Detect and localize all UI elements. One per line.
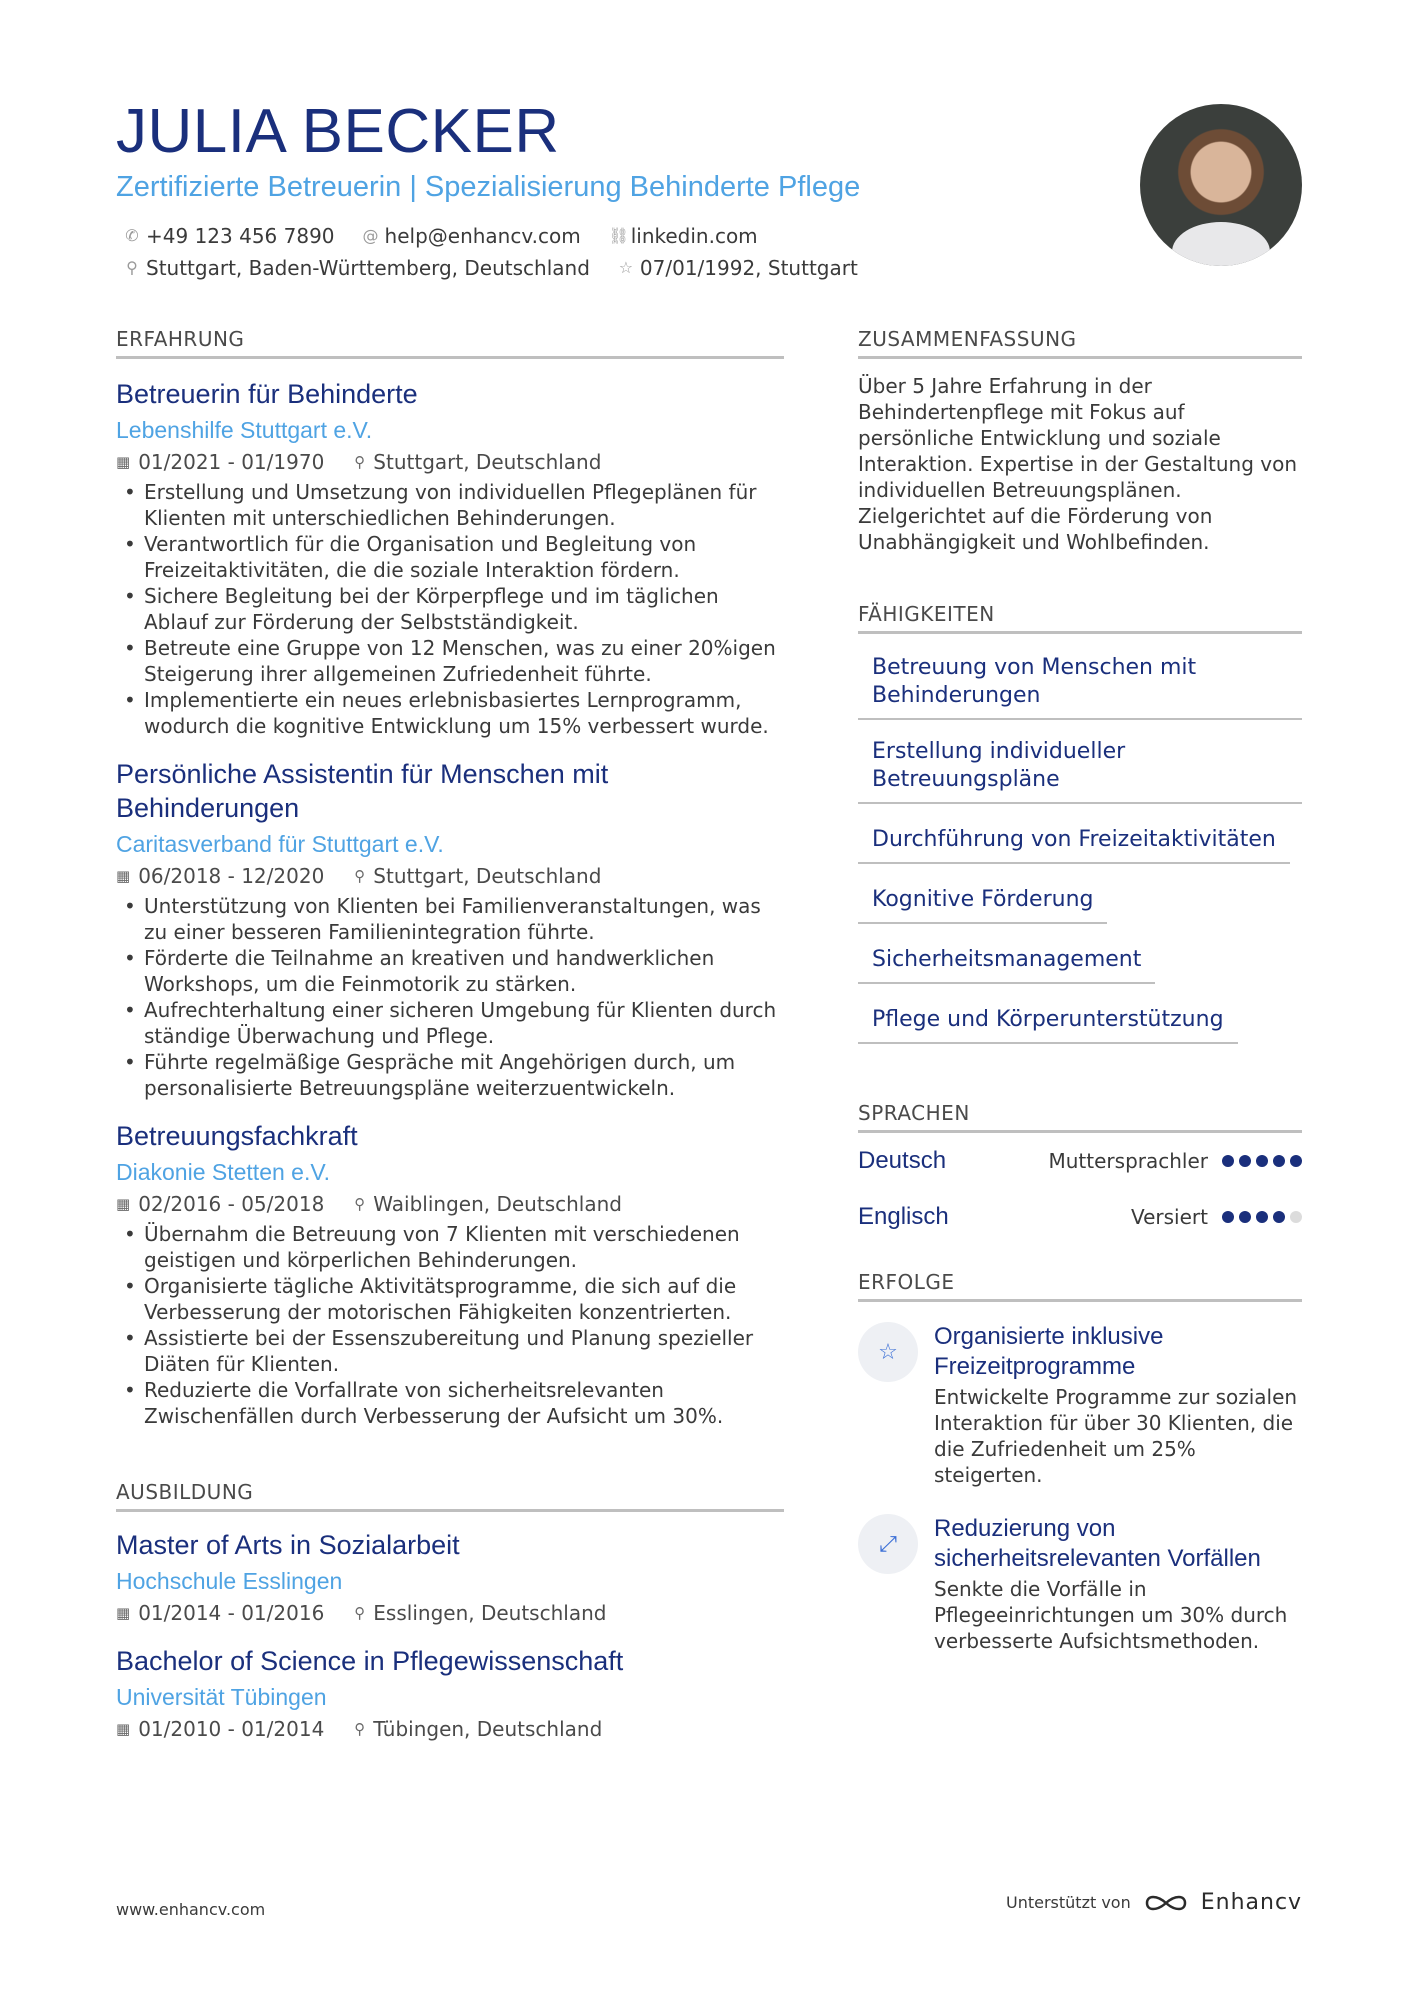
languages-heading: SPRACHEN (858, 1100, 1302, 1133)
chart-icon: ⤢ (858, 1514, 918, 1574)
location-contact (124, 252, 590, 284)
rating-dot-filled (1273, 1155, 1285, 1167)
rating-dot-filled (1222, 1211, 1234, 1223)
experience-entry (116, 757, 784, 1101)
phone-icon: ✆ (125, 226, 139, 245)
summary-heading: ZUSAMMENFASSUNG (858, 326, 1302, 359)
phone-text: +49 123 456 7890 (146, 224, 335, 248)
location-pin-icon: ⚲ (126, 258, 138, 277)
candidate-name: JULIA BECKER (116, 97, 560, 166)
star-outline-icon: ☆ (618, 258, 634, 277)
job-meta (116, 861, 784, 891)
job-location: Stuttgart, Deutschland (373, 864, 602, 888)
location-pin-icon: ⚲ (354, 867, 366, 885)
company-name: Caritasverband für Stuttgart e.V. (116, 831, 444, 857)
bullet-item: • Betreute eine Gruppe von 12 Menschen, was zu einer 20%igen Steigerung ihrer allgemeinen Zufriedenheit führte. (116, 635, 784, 687)
experience-entry (116, 377, 784, 739)
achievement-desc: Senkte die Vorfälle in Pflegeeinrichtungen um 30% durch verbesserte Aufsichtsmethoden. (934, 1577, 1288, 1653)
linkedin-text: linkedin.com (630, 224, 758, 248)
calendar-icon: ▦ (116, 453, 131, 471)
language-row (858, 1189, 1302, 1245)
calendar-icon: ▦ (116, 1720, 131, 1738)
company-name: Diakonie Stetten e.V. (116, 1159, 330, 1185)
company-name: Lebenshilfe Stuttgart e.V. (116, 417, 373, 443)
powered-by-text: Unterstützt von (1006, 1893, 1131, 1912)
job-location: Stuttgart, Deutschland (373, 450, 602, 474)
edu-meta (116, 1714, 784, 1744)
brand-name: Enhancv (1200, 1890, 1303, 1915)
bullet-item: • Erstellung und Umsetzung von individuellen Pflegeplänen für Klienten mit unterschiedlichen Behinderungen. (116, 479, 784, 531)
language-row (858, 1133, 1302, 1189)
skill-tag: Kognitive Förderung (858, 878, 1107, 924)
email-contact[interactable] (363, 220, 581, 252)
link-icon: ⛓ (608, 226, 630, 245)
language-level: Muttersprachler (1048, 1149, 1208, 1173)
bullet-item: • Implementierte ein neues erlebnisbasiertes Lernprogramm, wodurch die kognitive Entwicklung um 15% verbessert wurde. (116, 687, 784, 739)
language-level: Versiert (1130, 1205, 1208, 1229)
bullet-item: • Aufrechterhaltung einer sicheren Umgebung für Klienten durch ständige Überwachung und Pflege. (116, 997, 784, 1049)
language-rating (1222, 1155, 1302, 1167)
skill-tag: Erstellung individueller Betreuungspläne (858, 730, 1302, 804)
rating-dot-empty (1290, 1211, 1302, 1223)
location-pin-icon: ⚲ (354, 1720, 366, 1738)
education-entry (116, 1528, 784, 1628)
job-title: Persönliche Assistentin für Menschen mit Behinderungen (116, 759, 609, 823)
calendar-icon: ▦ (116, 1604, 131, 1622)
skill-tag: Betreuung von Menschen mit Behinderungen (858, 646, 1302, 720)
job-location: Waiblingen, Deutschland (373, 1192, 622, 1216)
bullet-item: • Organisierte tägliche Aktivitätsprogramme, die sich auf die Verbesserung der motorischen Fähigkeiten konzentrierten. (116, 1273, 784, 1325)
job-meta (116, 1189, 784, 1219)
skill-tag: Durchführung von Freizeitaktivitäten (858, 818, 1290, 864)
rating-dot-filled (1239, 1211, 1251, 1223)
skills-list (858, 646, 1302, 1048)
edu-location: Esslingen, Deutschland (373, 1601, 607, 1625)
phone-contact[interactable] (124, 220, 335, 252)
summary-text: Über 5 Jahre Erfahrung in der Behindertenpflege mit Fokus auf persönliche Entwicklung und soziale Interaktion. Expertise in der Gestaltung von individuellen Betreuungsplänen. Zielgerichtet auf die Förderung von Unabhängigkeit und Wohlbefinden. (858, 374, 1298, 554)
achievement-entry (858, 1322, 1302, 1488)
birth-contact (618, 252, 858, 284)
job-title: Betreuerin für Behinderte (116, 379, 418, 409)
location-pin-icon: ⚲ (354, 1195, 366, 1213)
experience-entry (116, 1119, 784, 1429)
candidate-title: Zertifizierte Betreuerin | Spezialisierung Behinderte Pflege (116, 171, 861, 203)
email-text: help@enhancv.com (384, 224, 581, 248)
bullet-item: • Führte regelmäßige Gespräche mit Angehörigen durch, um personalisierte Betreuungspläne weiterzuentwickeln. (116, 1049, 784, 1101)
rating-dot-filled (1239, 1155, 1251, 1167)
bullet-item: • Assistierte bei der Essenszubereitung und Planung spezieller Diäten für Klienten. (116, 1325, 784, 1377)
job-bullets (116, 479, 784, 739)
achievements-heading: ERFOLGE (858, 1269, 1302, 1302)
edu-dates: 01/2014 - 01/2016 (138, 1601, 325, 1625)
right-column (858, 326, 1302, 1654)
achievement-title: Reduzierung von sicherheitsrelevanten Vorfällen (934, 1515, 1261, 1572)
footer-website[interactable]: www.enhancv.com (116, 1900, 266, 1919)
job-meta (116, 447, 784, 477)
rating-dot-filled (1222, 1155, 1234, 1167)
bullet-item: • Reduzierte die Vorfallrate von sicherheitsrelevanten Zwischenfällen durch Verbesserung der Aufsicht um 30%. (116, 1377, 784, 1429)
language-rating (1222, 1211, 1302, 1223)
bullet-item: • Sichere Begleitung bei der Körperpflege und im täglichen Ablauf zur Förderung der Selbstständigkeit. (116, 583, 784, 635)
skill-tag: Sicherheitsmanagement (858, 938, 1155, 984)
achievement-desc: Entwickelte Programme zur sozialen Interaktion für über 30 Klienten, die die Zufriedenheit um 25% steigerten. (934, 1385, 1298, 1487)
job-dates: 06/2018 - 12/2020 (138, 864, 325, 888)
contact-info (116, 220, 1116, 284)
birth-text: 07/01/1992, Stuttgart (639, 256, 858, 280)
calendar-icon: ▦ (116, 867, 131, 885)
edu-dates: 01/2010 - 01/2014 (138, 1717, 325, 1741)
footer-branding (1006, 1890, 1302, 1915)
bullet-item: • Förderte die Teilnahme an kreativen und handwerklichen Workshops, um die Feinmotorik zu stärken. (116, 945, 784, 997)
achievement-entry (858, 1514, 1302, 1654)
location-pin-icon: ⚲ (354, 453, 366, 471)
resume-header (116, 96, 1116, 284)
edu-meta (116, 1598, 784, 1628)
profile-photo (1140, 104, 1302, 266)
bullet-item: • Unterstützung von Klienten bei Familienveranstaltungen, was zu einer besseren Familienintegration führte. (116, 893, 784, 945)
experience-heading: ERFAHRUNG (116, 326, 784, 359)
school-name: Hochschule Esslingen (116, 1568, 343, 1594)
linkedin-contact[interactable] (609, 220, 758, 252)
job-dates: 01/2021 - 01/1970 (138, 450, 325, 474)
rating-dot-filled (1273, 1211, 1285, 1223)
bullet-item: • Verantwortlich für die Organisation und Begleitung von Freizeitaktivitäten, die die soziale Interaktion fördern. (116, 531, 784, 583)
education-entry (116, 1644, 784, 1744)
job-bullets (116, 893, 784, 1101)
education-heading: AUSBILDUNG (116, 1479, 784, 1512)
at-icon: @ (362, 226, 379, 245)
degree-title: Master of Arts in Sozialarbeit (116, 1530, 460, 1560)
location-pin-icon: ⚲ (354, 1604, 366, 1622)
rating-dot-filled (1256, 1155, 1268, 1167)
language-name: Deutsch (858, 1147, 947, 1174)
enhancv-logo-icon (1143, 1891, 1189, 1915)
degree-title: Bachelor of Science in Pflegewissenschaft (116, 1646, 624, 1676)
job-title: Betreuungsfachkraft (116, 1121, 358, 1151)
job-bullets (116, 1221, 784, 1429)
left-column (116, 326, 784, 1744)
location-text: Stuttgart, Baden-Württemberg, Deutschland (146, 256, 590, 280)
school-name: Universität Tübingen (116, 1684, 327, 1710)
achievement-title: Organisierte inklusive Freizeitprogramme (934, 1323, 1164, 1380)
job-dates: 02/2016 - 05/2018 (138, 1192, 325, 1216)
skill-tag: Pflege und Körperunterstützung (858, 998, 1238, 1044)
skills-heading: FÄHIGKEITEN (858, 601, 1302, 634)
bullet-item: • Übernahm die Betreuung von 7 Klienten mit verschiedenen geistigen und körperlichen Behinderungen. (116, 1221, 784, 1273)
rating-dot-filled (1256, 1211, 1268, 1223)
language-name: Englisch (858, 1203, 949, 1230)
star-icon: ☆ (858, 1322, 918, 1382)
rating-dot-filled (1290, 1155, 1302, 1167)
calendar-icon: ▦ (116, 1195, 131, 1213)
edu-location: Tübingen, Deutschland (373, 1717, 603, 1741)
